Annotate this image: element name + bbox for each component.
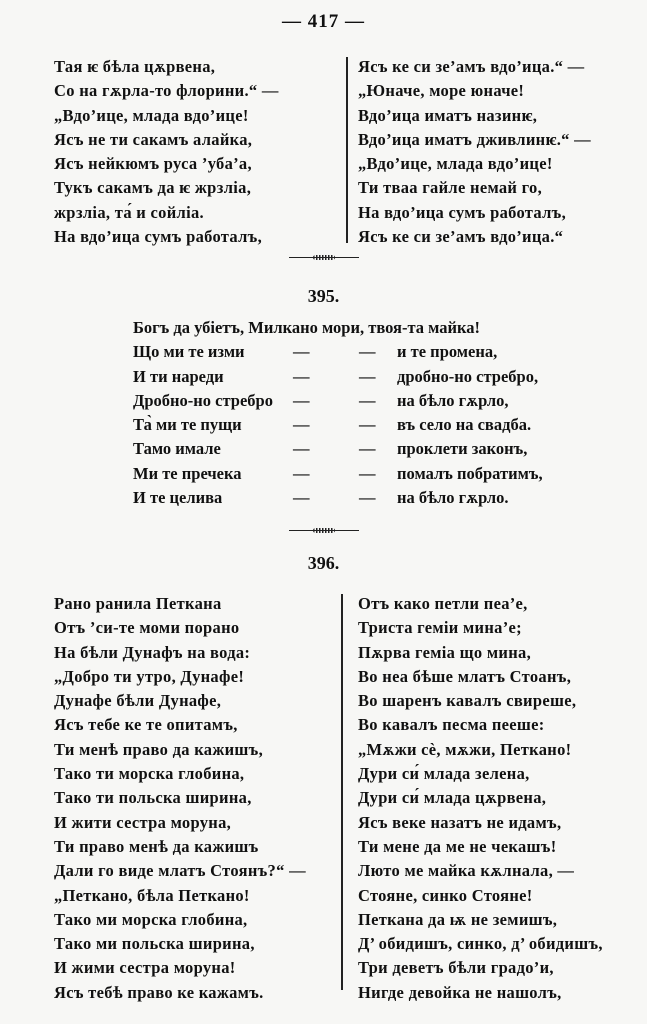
verse-row — [133, 462, 543, 486]
verse-line: Ти мене да ме не чекашъ! — [358, 836, 557, 856]
verse-line: „Петкано, бѣла Петкано! — [54, 885, 250, 905]
verse-line: Д’ обидишъ, синко, д’ обидишъ, — [358, 934, 603, 954]
repeat-dash: — — [359, 488, 376, 508]
verse-first-half: Дробно-но стребро — [133, 390, 273, 410]
verse-first-half: Тамо имале — [133, 439, 221, 459]
repeat-dash: — — [293, 415, 310, 435]
column-divider — [341, 594, 343, 990]
verse-line: Ясъ тебѣ право ке кажамъ. — [54, 982, 264, 1002]
verse-line: Тая ѥ бѣла цѫрвена, — [54, 57, 216, 76]
verse-second-half: на бѣло гѫрло, — [397, 390, 509, 410]
verse-line: Во неа бѣше млатъ Стоанъ, — [358, 666, 572, 686]
verse-line: Ти менѣ право да кажишъ, — [54, 739, 264, 759]
page-number: — 417 — — [282, 11, 365, 32]
verse-line: Богъ да убiетъ, Милкано мори, твоя-та майка! — [133, 318, 481, 337]
repeat-dash: — — [293, 342, 310, 362]
song-396-left-column — [54, 592, 306, 1005]
verse-second-half: и те промена, — [397, 342, 498, 362]
verse-first-half: И те целива — [133, 488, 223, 508]
verse-line: Тако ти морска глобина, — [54, 764, 245, 784]
verse-line: Пѫрва гемiа що мина, — [358, 642, 531, 662]
verse-line: На вдо’ица сумъ работалъ, — [358, 202, 567, 222]
repeat-dash: — — [293, 488, 310, 508]
verse-line: „Вдо’ице, млада вдо’ице! — [358, 154, 553, 174]
column-divider — [346, 57, 348, 243]
verse-first-half: И ти нареди — [133, 366, 224, 386]
verse-line: Триста гемiи мина’е; — [358, 618, 522, 638]
verse-row — [133, 365, 543, 389]
repeat-dash: — — [359, 390, 376, 410]
verse-line: Ти право менѣ да кажишъ — [54, 836, 259, 856]
song-number-396: 396. — [307, 553, 340, 573]
top-left-column — [54, 55, 279, 249]
verse-line: Ясъ ке си зе’амъ вдо’ица.“ — — [358, 57, 585, 76]
verse-line: Стояне, синко Стояне! — [358, 885, 533, 905]
verse-line: Во шаренъ кавалъ свиреше, — [358, 691, 577, 711]
verse-line: Дунафе бѣли Дунафе, — [54, 691, 222, 711]
verse-line: Тако ми морска глобина, — [54, 909, 248, 929]
verse-line: Ти тваа гайле немай го, — [358, 178, 543, 198]
verse-line: „Добро ти утро, Дунафе! — [54, 666, 245, 686]
section-ornament — [289, 255, 359, 261]
verse-second-half: на бѣло гѫрло. — [397, 488, 509, 508]
verse-row — [133, 486, 543, 510]
repeat-dash: — — [293, 366, 310, 386]
verse-row — [133, 413, 543, 437]
repeat-dash: — — [293, 390, 310, 410]
verse-row — [133, 389, 543, 413]
repeat-dash: — — [359, 439, 376, 459]
verse-line: Вдо’ица иматъ дживлинѥ.“ — — [358, 129, 591, 149]
verse-row — [133, 437, 543, 461]
verse-line: Ясъ ке си зе’амъ вдо’ица.“ — [358, 227, 564, 247]
verse-line: Со на гѫрла-то флорини.“ — — [54, 81, 279, 101]
verse-second-half: въ село на свадба. — [397, 415, 532, 435]
repeat-dash: — — [359, 463, 376, 483]
verse-line: Три деветъ бѣли градо’и, — [358, 958, 554, 978]
verse-line: Дали го виде млатъ Стоянъ?“ — — [54, 861, 306, 881]
verse-line: Тако ми польска ширина, — [54, 934, 255, 954]
verse-line: Во кавалъ песма пееше: — [358, 715, 545, 735]
verse-line: И жими сестра моруна! — [54, 958, 236, 978]
verse-line: „Вдо’ице, млада вдо’ице! — [54, 105, 249, 125]
verse-line: Ясъ тебе ке те опитамъ, — [54, 715, 238, 735]
verse-line: Нигде девойка не нашолъ, — [358, 982, 562, 1002]
verse-line: Ясъ не ти сакамъ алайка, — [54, 129, 253, 149]
verse-line: Вдо’ица иматъ назинѥ, — [358, 105, 538, 125]
verse-line: Ясъ нейкюмъ руса ’уба’а, — [54, 154, 252, 174]
verse-first-half: Що ми те изми — [133, 342, 245, 362]
verse-first-half: Та̀ ми те пущи — [133, 415, 242, 435]
verse-line: Отъ како петли пеа’е, — [358, 594, 528, 613]
verse-line: „Юначе, море юначе! — [358, 81, 525, 101]
verse-line: Рано ранила Петкана — [54, 594, 222, 613]
song-396-right-column — [358, 592, 603, 1005]
repeat-dash: — — [359, 366, 376, 386]
song-395-body — [133, 316, 543, 510]
verse-line: Ясъ веке назатъ не идамъ, — [358, 812, 562, 832]
verse-line: На бѣли Дунафъ на вода: — [54, 642, 251, 662]
verse-line: Тукъ сакамъ да ѥ жрзлiа, — [54, 178, 252, 198]
section-ornament — [289, 528, 359, 534]
song-number-395: 395. — [307, 286, 340, 306]
verse-second-half: дробно-но стребро, — [397, 366, 539, 386]
verse-line: „Мѫжи сѐ, мѫжи, Петкано! — [358, 739, 572, 759]
verse-line: Петкана да ѭ не земишъ, — [358, 909, 558, 929]
top-right-column — [358, 55, 591, 249]
verse-second-half: помалъ побратимъ, — [397, 463, 543, 483]
verse-line: Тако ти польска ширина, — [54, 788, 252, 808]
verse-line: Люто ме майка кѫлнала, — — [358, 861, 575, 881]
repeat-dash: — — [293, 463, 310, 483]
verse-line: Отъ ’си-те моми порано — [54, 618, 240, 638]
verse-line: Дури си́ млада цѫрвена, — [358, 788, 547, 808]
verse-line: жрзлiа, та́ и сойлiа. — [54, 202, 204, 222]
verse-line: На вдо’ица сумъ работалъ, — [54, 227, 263, 247]
verse-line: И жити сестра моруна, — [54, 812, 232, 832]
repeat-dash: — — [359, 342, 376, 362]
verse-line: Дури си́ млада зелена, — [358, 764, 530, 784]
verse-first-half: Ми те пречека — [133, 463, 242, 483]
repeat-dash: — — [359, 415, 376, 435]
verse-second-half: проклети законъ, — [397, 439, 528, 459]
verse-row — [133, 340, 543, 364]
repeat-dash: — — [293, 439, 310, 459]
